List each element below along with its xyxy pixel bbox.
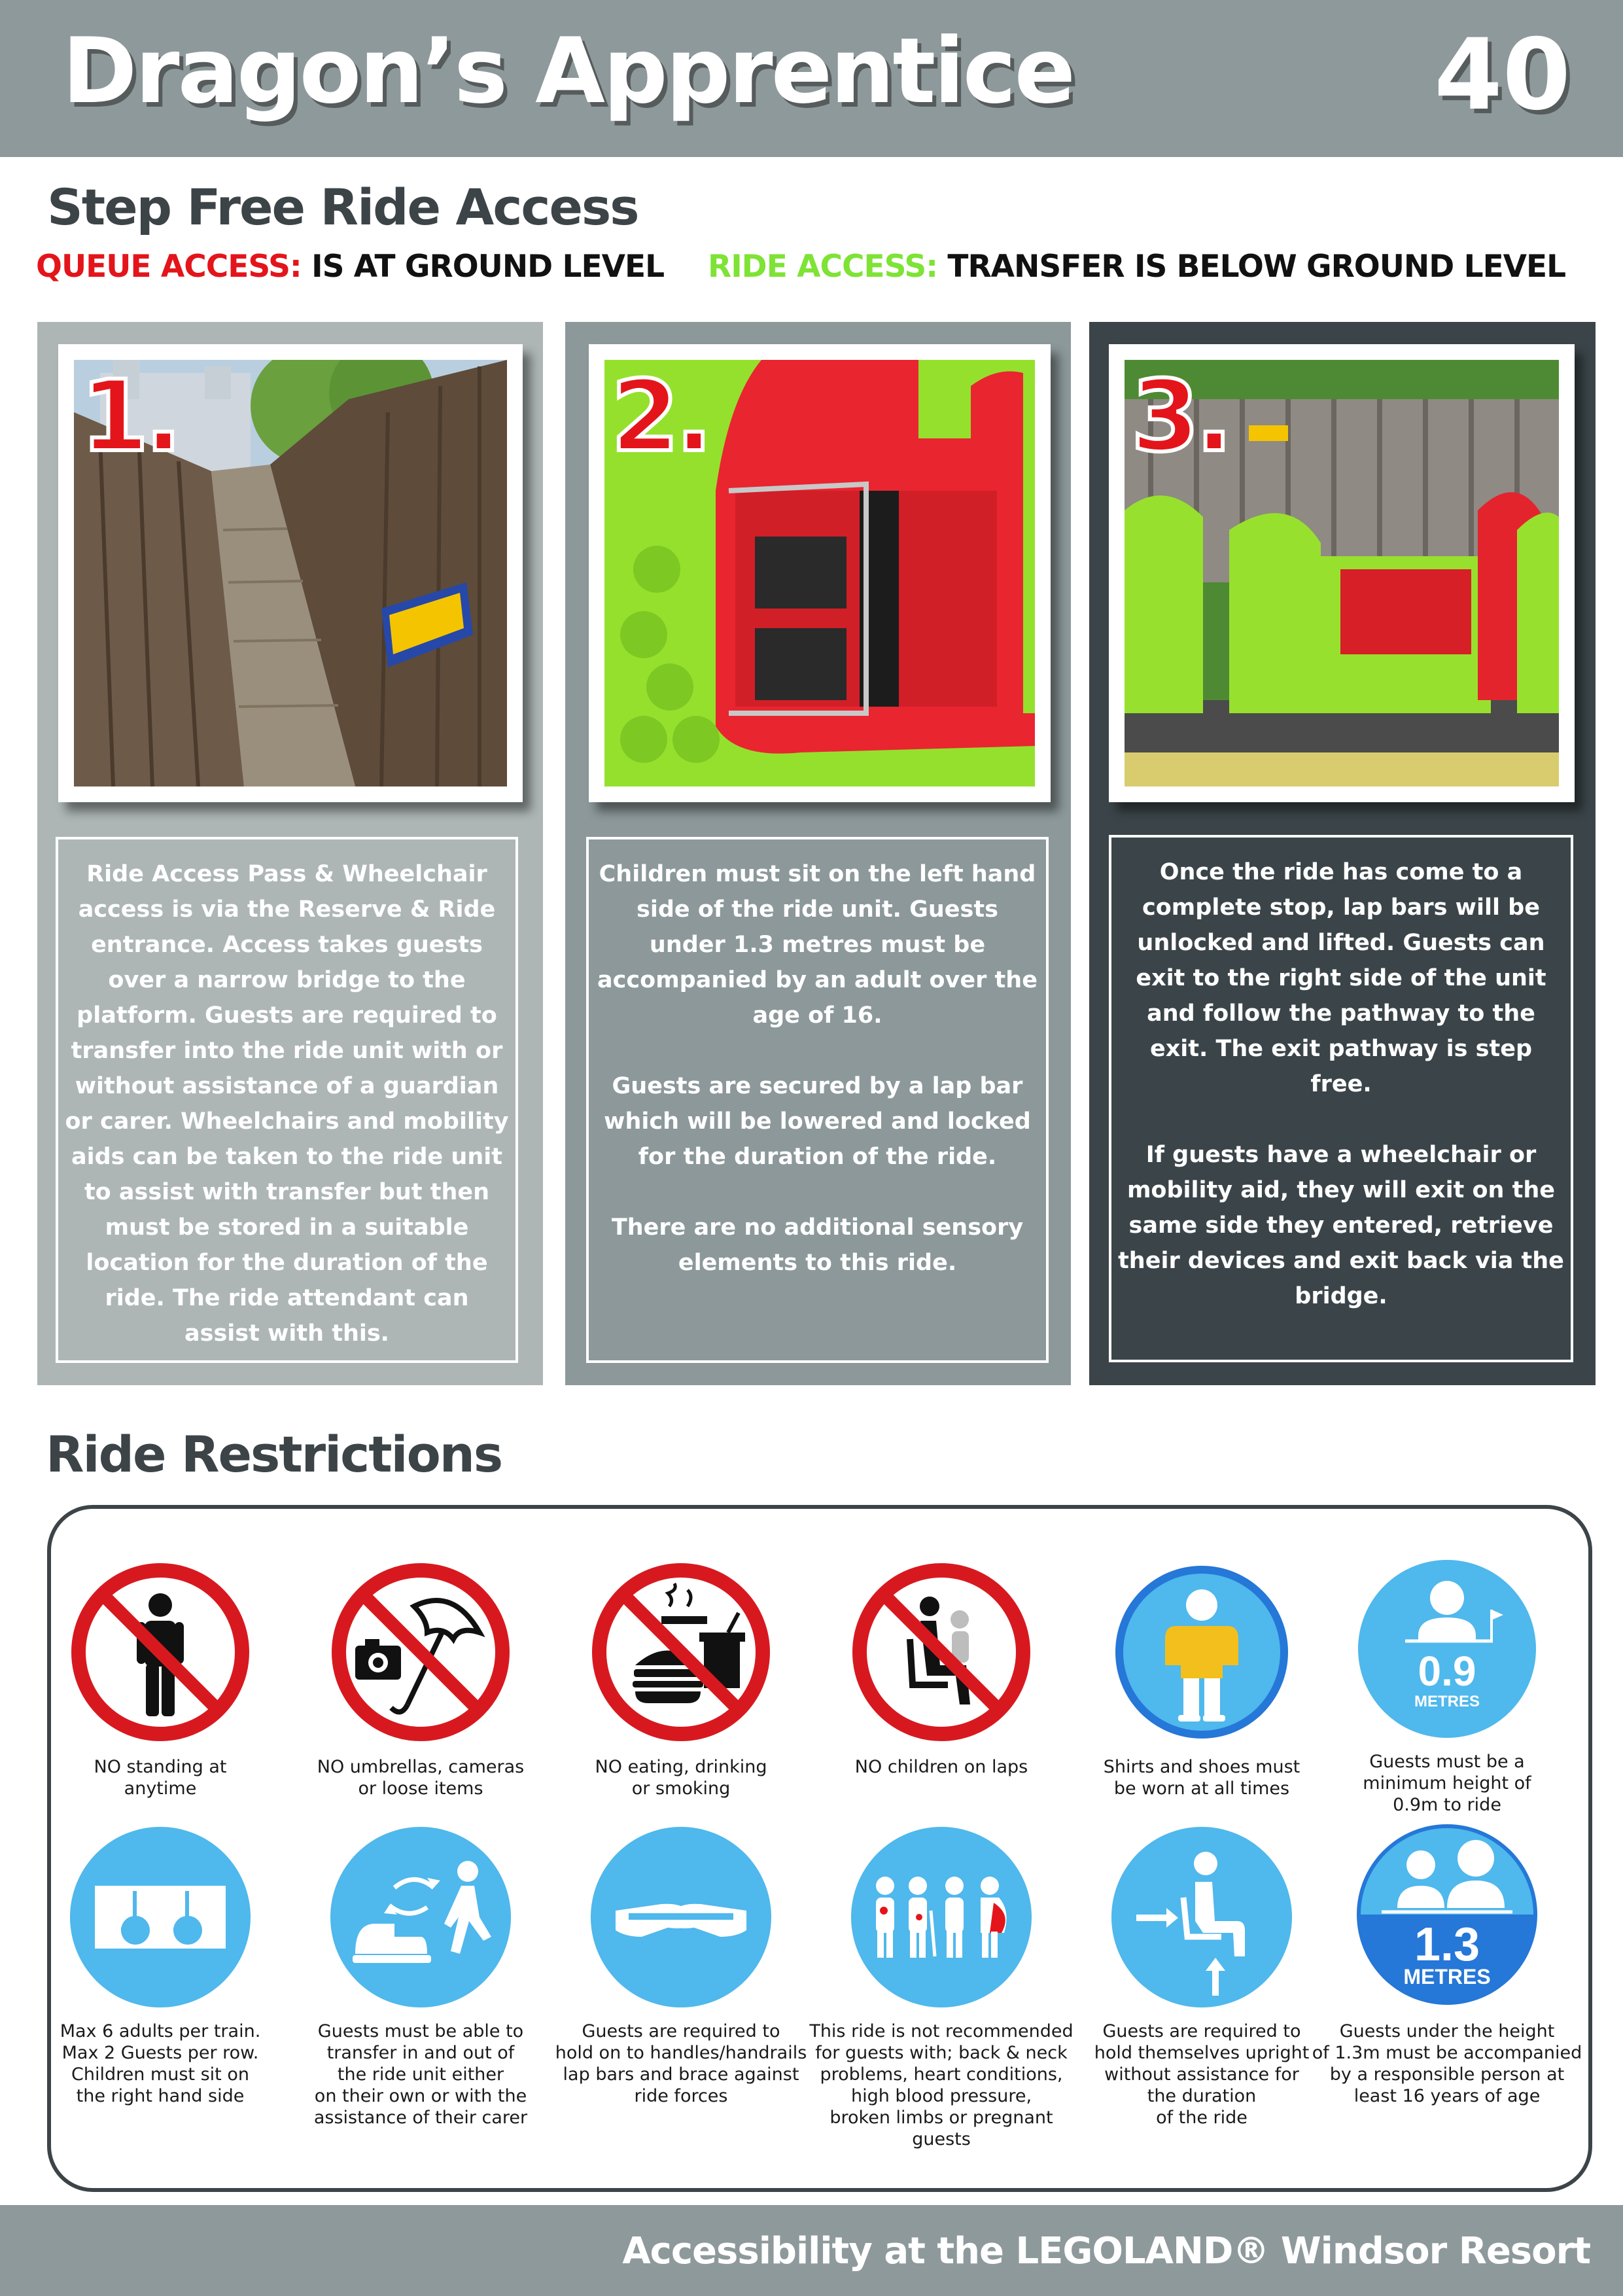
no-children-on-laps-icon bbox=[850, 1561, 1033, 1744]
no-eating-drinking-smoking-icon bbox=[589, 1561, 773, 1744]
page-header bbox=[0, 0, 1623, 157]
step-free-title: Step Free Ride Access bbox=[47, 178, 638, 236]
queue-access-label: QUEUE ACCESS: bbox=[36, 249, 302, 285]
ride-title: Dragon’s Apprentice bbox=[62, 18, 1074, 124]
min-height-unit: METRES bbox=[1414, 1693, 1480, 1710]
seating-capacity-icon bbox=[69, 1826, 252, 2009]
restriction-caption-10: This ride is not recommended for guests with; back & neck problems, heart conditions, high blood pressure, broken limbs or pregnant guests bbox=[809, 2021, 1073, 2149]
access-panel-2 bbox=[565, 322, 1071, 1385]
no-umbrellas-cameras-icon bbox=[329, 1561, 512, 1744]
restriction-caption-1: NO standing at anytime bbox=[94, 1757, 227, 1799]
restrictions-title: Ride Restrictions bbox=[46, 1425, 502, 1483]
panel-1-paragraph-1: Ride Access Pass & Wheelchair access is via the Reserve & Ride entrance. Access takes guests over a narrow bridge to the platform. Guests are required to transfer into the ride unit with or without assistance of a guardian or carer. Wheelchairs and mobility aids can be taken to the ride unit to assist with transfer but then must be stored in a suitable location for the duration of the ride. The ride attendant can assist with this. bbox=[65, 861, 509, 1347]
access-panel-3 bbox=[1089, 322, 1596, 1385]
restriction-caption-6: Guests must be a minimum height of 0.9m to ride bbox=[1363, 1752, 1531, 1815]
panel-3-paragraph-2: If guests have a wheelchair or mobility aid, they will exit on the same side they entered, retrieve their devices and exit back via the bridge. bbox=[1118, 1142, 1564, 1309]
restriction-caption-4: NO children on laps bbox=[854, 1757, 1028, 1777]
access-panel-1 bbox=[37, 322, 543, 1385]
panel-3-paragraph-1: Once the ride has come to a complete stop, lap bars will be unlocked and lifted. Guests can exit to the right side of the unit and follow the pathway to the exit. The exit pathway is step free. bbox=[1136, 859, 1546, 1097]
restriction-caption-12: Guests under the height of 1.3m must be accompanied by a responsible person at least 16 years of age bbox=[1312, 2021, 1582, 2106]
restriction-caption-3: NO eating, drinking or smoking bbox=[595, 1757, 767, 1799]
page-footer bbox=[0, 2205, 1623, 2296]
ride-access-value: TRANSFER IS BELOW GROUND LEVEL bbox=[937, 249, 1566, 285]
photo-exit bbox=[1109, 344, 1575, 802]
photo-ride-unit bbox=[589, 344, 1051, 802]
panel-2-paragraph-3: There are no additional sensory elements to this ride. bbox=[611, 1214, 1024, 1276]
sit-upright-icon bbox=[1110, 1826, 1293, 2009]
panel-text-2 bbox=[586, 837, 1049, 1363]
restriction-caption-8: Guests must be able to transfer in and out of the ride unit either on their own or with the assistance of their carer bbox=[313, 2021, 528, 2128]
restriction-caption-11: Guests are required to hold themselves upright without assistance for the duration of the ride bbox=[1094, 2021, 1310, 2128]
shirts-shoes-icon bbox=[1110, 1561, 1293, 1744]
panel-2-paragraph-1: Children must sit on the left hand side of the ride unit. Guests under 1.3 metres must be accompanied by an adult over the age of 16. bbox=[597, 861, 1038, 1029]
ride-access-line bbox=[708, 249, 1565, 285]
photo-bridge bbox=[58, 344, 523, 802]
page-number: 40 bbox=[1434, 18, 1571, 132]
restriction-caption-5: Shirts and shoes must be worn at all times bbox=[1103, 1757, 1300, 1799]
accompanied-height-unit: METRES bbox=[1403, 1965, 1491, 1988]
health-warning-icon bbox=[850, 1826, 1033, 2009]
queue-access-value: IS AT GROUND LEVEL bbox=[301, 249, 665, 285]
min-height-value: 0.9 bbox=[1418, 1648, 1476, 1695]
min-height-icon bbox=[1355, 1557, 1539, 1740]
transfer-icon bbox=[329, 1826, 512, 2009]
footer-text: Accessibility at the LEGOLAND® Windsor Resort bbox=[622, 2230, 1590, 2272]
restriction-caption-7: Max 6 adults per train. Max 2 Guests per row. Children must sit on the right hand side bbox=[60, 2021, 261, 2106]
ride-access-label: RIDE ACCESS: bbox=[708, 249, 938, 285]
queue-access-line bbox=[36, 249, 664, 285]
panel-text-3 bbox=[1109, 835, 1573, 1362]
panel-2-paragraph-2: Guests are secured by a lap bar which will be lowered and locked for the duration of the ride. bbox=[604, 1073, 1031, 1170]
restriction-caption-2: NO umbrellas, cameras or loose items bbox=[317, 1757, 525, 1799]
panel-number-2: 2. bbox=[611, 360, 709, 474]
no-standing-icon bbox=[69, 1561, 252, 1744]
accompanied-height-value: 1.3 bbox=[1414, 1918, 1480, 1971]
panel-text-1 bbox=[56, 837, 518, 1363]
restriction-caption-9: Guests are required to hold on to handles/handrails lap bars and brace against ride forces bbox=[555, 2021, 807, 2106]
hold-on-icon bbox=[589, 1826, 773, 2009]
panel-number-1: 1. bbox=[80, 360, 179, 474]
accompanied-height-icon bbox=[1355, 1823, 1539, 2006]
panel-number-3: 3. bbox=[1131, 360, 1229, 474]
